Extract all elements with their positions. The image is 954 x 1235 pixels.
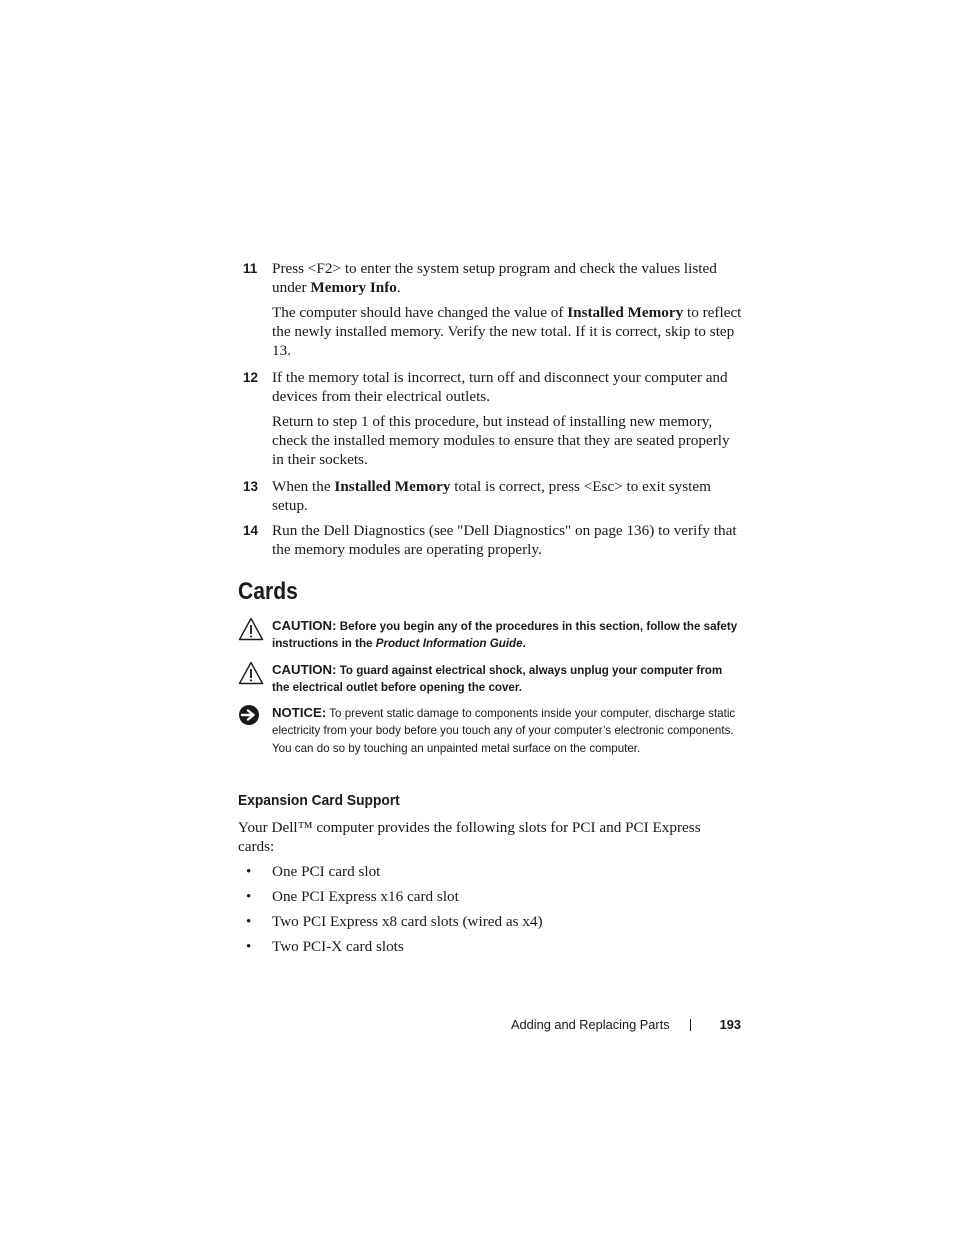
footer-divider — [690, 1019, 691, 1031]
ui-term: Memory Info — [310, 279, 397, 296]
step-text — [272, 477, 743, 515]
bullet-icon: • — [246, 913, 252, 930]
ui-term: Installed Memory — [567, 304, 684, 321]
step-paragraph: Press <F2> to enter the system setup program and check the values listed under Memory Info. — [272, 260, 717, 296]
step-number: 13 — [243, 479, 259, 494]
bullet-icon: • — [246, 938, 252, 955]
list-item: • One PCI card slot — [246, 863, 381, 880]
bullet-icon: • — [246, 888, 252, 905]
caution-icon — [238, 661, 264, 685]
note-lead: CAUTION: — [272, 618, 337, 633]
step-paragraph: Return to step 1 of this procedure, but instead of installing new memory, check the installed memory modules to ensure that they are seated properly in their sockets. — [272, 413, 730, 468]
page-number: 193 — [719, 1017, 741, 1032]
list-item: • Two PCI Express x8 card slots (wired as x4) — [246, 913, 543, 930]
caution-text: CAUTION: Before you begin any of the procedures in this section, follow the safety instructions in the Product Information Guide. — [272, 618, 738, 651]
slot-list — [238, 862, 738, 962]
step-text — [272, 521, 743, 559]
notice-note — [238, 704, 738, 757]
step-paragraph: The computer should have changed the value of Installed Memory to reflect the newly installed memory. Verify the new total. If it is correct, skip to step 13. — [272, 304, 742, 359]
notice-icon — [238, 704, 264, 728]
list-item: • Two PCI-X card slots — [246, 938, 404, 955]
step-paragraph: If the memory total is incorrect, turn off and disconnect your computer and devices from their electrical outlets. — [272, 369, 728, 405]
caution-icon — [238, 617, 264, 641]
step-number: 11 — [243, 261, 258, 276]
note-lead: NOTICE: — [272, 705, 327, 720]
step-text — [272, 259, 743, 360]
guide-title: Product Information Guide — [375, 637, 523, 651]
page-footer — [511, 1015, 743, 1035]
subsection-heading: Expansion Card Support — [238, 792, 400, 809]
note-lead: CAUTION: — [272, 662, 337, 677]
notice-text: NOTICE: To prevent static damage to components inside your computer, discharge static electricity from your body before you touch any of your computer’s electronic components. You can do so by touching an unpainted metal surface on the computer. — [272, 705, 736, 755]
step-text — [272, 368, 743, 469]
step-number: 14 — [243, 523, 259, 538]
caution-note — [238, 661, 738, 697]
ui-term: Installed Memory — [334, 478, 451, 495]
step-paragraph: When the Installed Memory total is correct, press <Esc> to exit system setup. — [272, 478, 711, 514]
list-item: • One PCI Express x16 card slot — [246, 888, 459, 905]
footer-section-title: Adding and Replacing Parts — [511, 1017, 670, 1032]
caution-note — [238, 617, 738, 653]
bullet-icon: • — [246, 863, 252, 880]
step-14 — [243, 521, 743, 559]
intro-paragraph: Your Dell™ computer provides the following slots for PCI and PCI Express cards: — [238, 819, 701, 855]
caution-text: CAUTION: To guard against electrical shock, always unplug your computer from the electrical outlet before opening the cover. — [272, 662, 723, 695]
step-paragraph: Run the Dell Diagnostics (see "Dell Diagnostics" on page 136) to verify that the memory modules are operating properly. — [272, 522, 737, 558]
section-heading: Cards — [238, 578, 298, 605]
step-11 — [243, 259, 743, 360]
step-12 — [243, 368, 743, 469]
step-number: 12 — [243, 370, 259, 385]
step-13 — [243, 477, 743, 515]
